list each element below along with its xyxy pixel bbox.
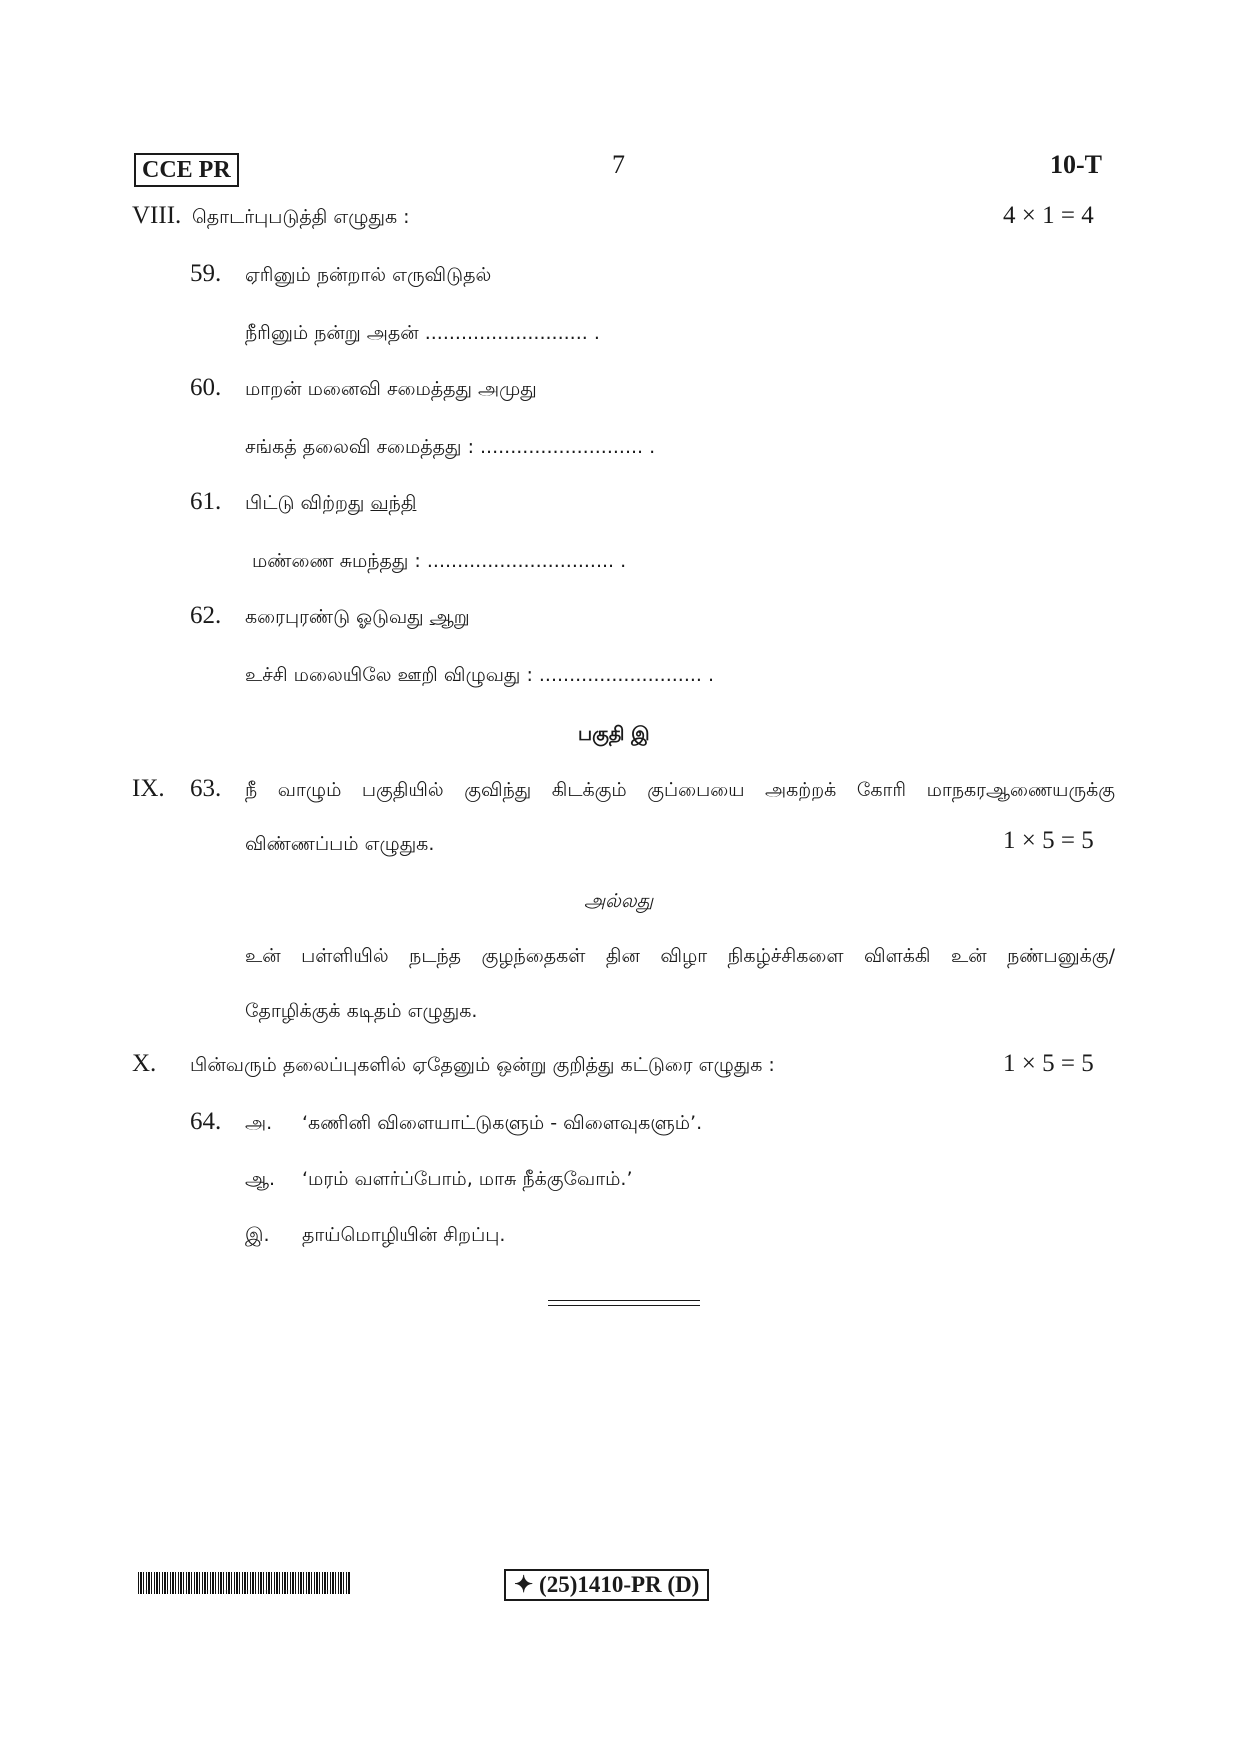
- question-63-number: 63.: [190, 775, 222, 802]
- question-59-number: 59.: [190, 260, 222, 287]
- end-rule-top: [548, 1300, 700, 1301]
- question-63-line1: நீ வாழும் பகுதியில் குவிந்து கிடக்கும் குப்பையை அகற்றக் கோரி மாநகரஆணையருக்கு: [245, 779, 1115, 801]
- question-63-alt-line1: உன் பள்ளியில் நடந்த குழந்தைகள் தின விழா நிகழ்ச்சிகளை விளக்கி உன் நண்பனுக்கு/: [245, 945, 1115, 967]
- question-62-number: 62.: [190, 602, 222, 629]
- footer-code-text: (25)1410-PR (D): [539, 1572, 700, 1597]
- section-ix-marks: 1 × 5 = 5: [1003, 827, 1094, 854]
- question-60-number: 60.: [190, 374, 222, 401]
- option-b-label: ஆ.: [245, 1168, 276, 1190]
- paper-code: 10-T: [1050, 150, 1102, 179]
- option-a-label: அ.: [245, 1112, 273, 1134]
- section-x-marks: 1 × 5 = 5: [1003, 1050, 1094, 1077]
- question-59-line2: நீரினும் நன்று அதன் ........................... .: [245, 322, 600, 344]
- question-61-number: 61.: [190, 488, 222, 515]
- section-viii-instruction: தொடர்புபடுத்தி எழுதுக :: [192, 206, 410, 228]
- part-title: பகுதி இ: [578, 723, 650, 745]
- question-59-line1: ஏரினும் நன்றால் எருவிடுதல்: [245, 264, 492, 286]
- section-x-instruction: பின்வரும் தலைப்புகளில் ஏதேனும் ஒன்று குறித்து கட்டுரை எழுதுக :: [190, 1054, 775, 1076]
- question-63-line2: விண்ணப்பம் எழுதுக.: [245, 833, 435, 855]
- footer-paper-code: [504, 1569, 709, 1601]
- question-60-line1: மாறன் மனைவி சமைத்தது அமுது: [245, 378, 537, 400]
- option-c-text: தாய்மொழியின் சிறப்பு.: [302, 1224, 506, 1246]
- option-a-text: ‘கணினி விளையாட்டுகளும் - விளைவுகளும்’.: [302, 1112, 703, 1134]
- option-c-label: இ.: [245, 1224, 270, 1246]
- question-62-underlined: ஆறு: [429, 606, 470, 628]
- question-61-underlined: வந்தி: [370, 492, 417, 514]
- question-62-line2: உச்சி மலையிலே ஊறி விழுவது : ........................... .: [245, 664, 715, 686]
- section-viii-roman: VIII.: [132, 202, 182, 229]
- question-63-alt-line2: தோழிக்குக் கடிதம் எழுதுக.: [245, 1000, 478, 1022]
- end-rule-bottom: [548, 1305, 700, 1306]
- question-61-text: பிட்டு விற்றது: [245, 492, 371, 514]
- option-b-text: ‘மரம் வளர்ப்போம், மாசு நீக்குவோம்.’: [302, 1168, 633, 1190]
- section-ix-roman: IX.: [132, 775, 165, 802]
- cce-pr-code: CCE PR: [134, 153, 239, 187]
- or-separator: அல்லது: [584, 890, 654, 912]
- question-61-line1: [245, 492, 416, 517]
- question-61-line2: மண்ணை சுமந்தது : ............................... .: [252, 550, 627, 572]
- question-64-number: 64.: [190, 1108, 222, 1135]
- section-x-roman: X.: [132, 1050, 157, 1077]
- barcode-image: [138, 1572, 350, 1594]
- question-60-line2: சங்கத் தலைவி சமைத்தது : ........................... .: [245, 436, 656, 458]
- question-62-text: கரைபுரண்டு ஓடுவது: [245, 606, 430, 628]
- page-number: 7: [612, 150, 625, 179]
- section-viii-marks: 4 × 1 = 4: [1003, 202, 1094, 229]
- question-62-line1: [245, 606, 470, 631]
- star-icon: ✦: [514, 1572, 540, 1597]
